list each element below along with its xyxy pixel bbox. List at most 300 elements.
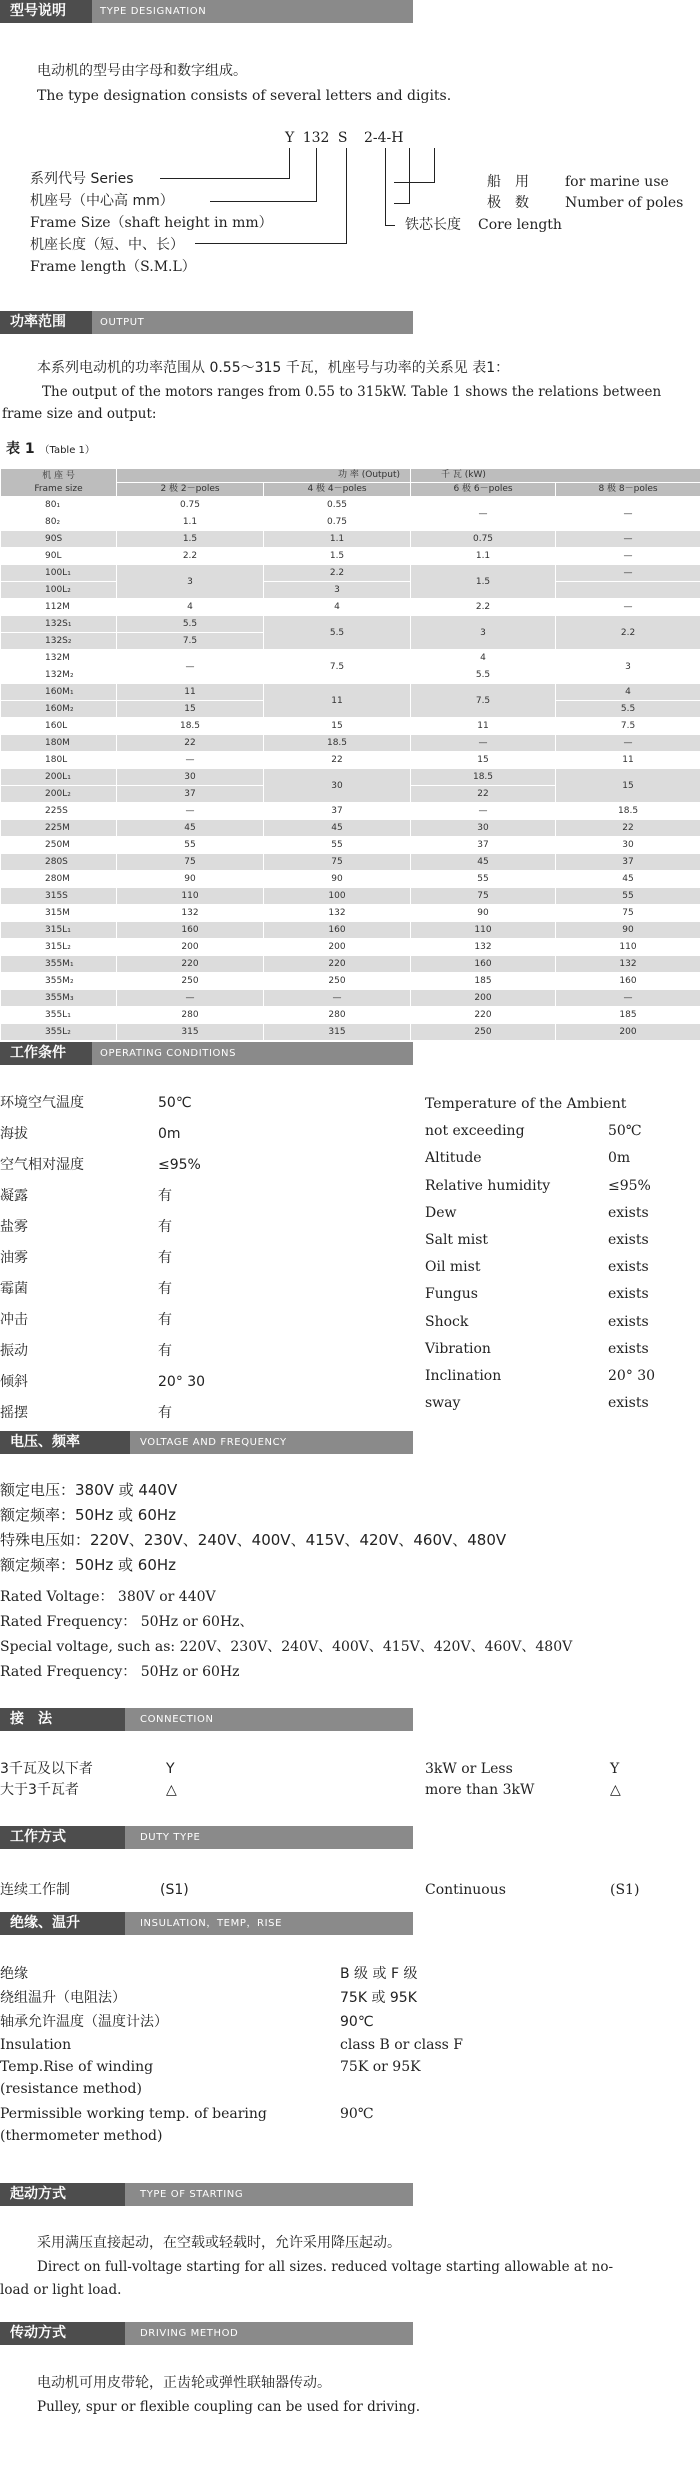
table-cell: — (117, 650, 264, 684)
operating-en-label: sway (425, 1395, 461, 1412)
starting-en-1: Direct on full-voltage starting for all sizes. reduced voltage starting allowable at no- (37, 2259, 614, 2275)
table-cell: — (556, 565, 700, 582)
intro-en: The type designation consists of several letters and digits. (37, 88, 452, 104)
insulation-en: Insulation (0, 2037, 72, 2053)
table-cell: 15 (117, 701, 264, 718)
operating-en-label: Relative humidity (425, 1177, 551, 1194)
table-cell: 7.5 (411, 684, 556, 718)
section-title-cn: 传动方式 (0, 2322, 125, 2345)
table-cell: 160 (556, 973, 700, 990)
table-cell: 30 (117, 769, 264, 786)
table-cell: 220 (411, 1007, 556, 1024)
table-cell: 3 (556, 650, 700, 684)
table-cell: 225M (1, 820, 117, 837)
label-marine-cn: 船 用 (487, 174, 529, 190)
table-cell: 110 (411, 922, 556, 939)
table-cell: 2.2 (264, 565, 411, 582)
table-cell: 355L₂ (1, 1024, 117, 1041)
table-cell: 250 (411, 1024, 556, 1041)
operating-en-value: 20° 30 (608, 1368, 656, 1384)
section-header-type-designation (0, 0, 413, 23)
voltage-line: 特殊电压如：220V、230V、240V、400V、415V、420V、460V、480V (0, 1531, 507, 1549)
operating-cn-label: 冲击 (0, 1312, 28, 1328)
table-cell: 3 (264, 582, 411, 599)
type-code (285, 129, 403, 147)
table-cell: — (556, 735, 700, 752)
table-cell: 22 (411, 786, 556, 803)
table-cell: 0.55 (264, 497, 411, 514)
section-title-en: OPERATING CONDITIONS (100, 1048, 237, 1059)
output-para-en-1: The output of the motors ranges from 0.55 to 315kW. Table 1 shows the relations between (42, 384, 662, 400)
insulation-en: Temp.Rise of winding (0, 2059, 154, 2075)
table-cell: 80₁ (1, 497, 117, 514)
table-cell: — (556, 548, 700, 565)
col-header-unit: 千 瓦 (kW) (411, 469, 700, 483)
table-cell: 37 (556, 854, 700, 871)
table-cell: 100 (264, 888, 411, 905)
insulation-en-value: 75K or 95K (340, 2059, 421, 2075)
starting-cn: 采用满压直接起动，在空载或轻载时，允许采用降压起动。 (37, 2235, 401, 2251)
table-cell: 5.5 (556, 701, 700, 718)
operating-cn-value: 有 (158, 1188, 172, 1204)
operating-cn-value: 0m (158, 1126, 181, 1142)
table-cell: 0.75 (411, 531, 556, 548)
table-cell (556, 582, 700, 599)
connection-value-cn: Y (166, 1761, 175, 1777)
table-cell: 7.5 (264, 650, 411, 684)
operating-en-label: Fungus (425, 1286, 478, 1303)
table-cell: 2.2 (117, 548, 264, 565)
table-cell: — (117, 803, 264, 820)
driving-en: Pulley, spur or flexible coupling can be used for driving. (37, 2399, 421, 2415)
operating-en-label: Vibration (425, 1340, 491, 1357)
connection-row-en: more than 3kW (425, 1782, 535, 1798)
table-title (6, 440, 95, 460)
insulation-en-value: class B or class F (340, 2037, 463, 2053)
table-cell: 315L₁ (1, 922, 117, 939)
insulation-cn: 绝缘 (0, 1966, 28, 1982)
table-cell: 132 (264, 905, 411, 922)
table-cell: 45 (264, 820, 411, 837)
table-cell: 112M (1, 599, 117, 616)
connector-line (195, 243, 347, 244)
table-cell: 90 (556, 922, 700, 939)
table-cell: 7.5 (556, 718, 700, 735)
section-title-en: DUTY TYPE (140, 1832, 201, 1843)
table-cell: 0.75 (264, 514, 411, 531)
connector-line (394, 203, 410, 204)
table-cell: 90 (411, 905, 556, 922)
code-length: S (337, 130, 348, 146)
table-cell: 18.5 (264, 735, 411, 752)
operating-cn-label: 凝露 (0, 1188, 28, 1204)
operating-en-label: Dew (425, 1204, 457, 1221)
table-cell: 22 (556, 820, 700, 837)
driving-cn: 电动机可用皮带轮，正齿轮或弹性联轴器传动。 (37, 2375, 331, 2391)
operating-cn-label: 油雾 (0, 1250, 28, 1266)
insulation-cn-value: B 级 或 F 级 (340, 1966, 418, 1982)
table-cell: 160 (264, 922, 411, 939)
table-cell: 0.75 (117, 497, 264, 514)
connection-value-en: Y (610, 1761, 620, 1777)
section-title-cn: 工作方式 (0, 1826, 125, 1849)
table-cell: 18.5 (411, 769, 556, 786)
table-cell: 160M₂ (1, 701, 117, 718)
table-cell: 185 (556, 1007, 700, 1024)
table-cell: 37 (411, 837, 556, 854)
connector-line (385, 148, 386, 225)
table-cell: 37 (264, 803, 411, 820)
table-cell: 220 (264, 956, 411, 973)
connector-line (289, 148, 290, 178)
table-cell: 1.5 (117, 531, 264, 548)
section-title-cn: 工作条件 (0, 1042, 92, 1065)
table-cell: 75 (411, 888, 556, 905)
table-cell: 200 (556, 1024, 700, 1041)
table-cell: 15 (411, 752, 556, 769)
table-cell: 355M₁ (1, 956, 117, 973)
connection-value-en: △ (610, 1782, 621, 1798)
table-cell: 100L₁ (1, 565, 117, 582)
operating-en-value: ≤95% (608, 1177, 651, 1194)
connector-line (160, 178, 290, 179)
operating-cn-value: 有 (158, 1219, 172, 1235)
table-cell: 55 (411, 871, 556, 888)
connector-line (385, 225, 395, 226)
operating-en-label: Temperature of the Ambient (425, 1096, 627, 1112)
output-para-en-2: frame size and output: (2, 406, 157, 422)
table-cell: 11 (264, 684, 411, 718)
table-cell: 4 (264, 599, 411, 616)
label-core-cn: 铁芯长度 (405, 217, 461, 233)
table-cell: 11 (117, 684, 264, 701)
operating-en-label: Inclination (425, 1368, 502, 1384)
operating-en-label: Oil mist (425, 1259, 481, 1276)
connector-line (210, 201, 317, 202)
table-cell: 4 (556, 684, 700, 701)
operating-en-value: exists (608, 1395, 649, 1412)
insulation-en: (resistance method) (0, 2081, 142, 2097)
col-header-frame-en: Frame size (34, 483, 83, 494)
table-cell: 185 (411, 973, 556, 990)
operating-cn-value: 有 (158, 1281, 172, 1297)
table-title-en: （Table 1） (39, 445, 95, 456)
duty-en-value: (S1) (610, 1882, 640, 1898)
table-cell: 100L₂ (1, 582, 117, 599)
table-cell: 110 (117, 888, 264, 905)
insulation-cn-value: 75K 或 95K (340, 1990, 417, 2006)
connector-line (409, 148, 410, 203)
table-cell: 160M₁ (1, 684, 117, 701)
operating-en-value: exists (608, 1313, 649, 1330)
label-marine-en: for marine use (565, 174, 669, 190)
connection-row-cn: 3千瓦及以下者 (0, 1761, 93, 1777)
operating-en-value: exists (608, 1232, 649, 1248)
operating-cn-label: 振动 (0, 1343, 28, 1359)
table-cell: 160 (411, 956, 556, 973)
code-poles: 4 (377, 130, 387, 146)
label-core-en: Core length (478, 217, 562, 233)
table-cell: 2.2 (411, 599, 556, 616)
voltage-line: Special voltage, such as: 220V、230V、240V、400V、415V、420V、460V、480V (0, 1639, 573, 1655)
table-cell: 200 (117, 939, 264, 956)
table-cell: 110 (556, 939, 700, 956)
table-cell: — (556, 599, 700, 616)
connector-line (346, 148, 347, 243)
table-cell: 220 (117, 956, 264, 973)
col-header-8-poles: 8 极 8－poles (556, 483, 700, 497)
table-cell: 15 (264, 718, 411, 735)
operating-en-value: exists (608, 1286, 649, 1303)
insulation-cn: 轴承允许温度（温度计法） (0, 2014, 168, 2030)
operating-en-label: Altitude (425, 1150, 482, 1167)
voltage-line: Rated Frequency： 50Hz or 60Hz (0, 1664, 240, 1680)
table-cell: 2.2 (556, 616, 700, 650)
operating-en-value: exists (608, 1204, 649, 1221)
section-title-en: CONNECTION (140, 1714, 214, 1725)
section-title-en: TYPE DESIGNATION (100, 6, 207, 17)
section-title-en: TYPE OF STARTING (140, 2189, 244, 2200)
starting-en-2: load or light load. (0, 2282, 122, 2298)
intro-cn: 电动机的型号由字母和数字组成。 (37, 63, 247, 79)
section-title-en: DRIVING METHOD (140, 2328, 239, 2339)
section-title-cn: 电压、频率 (0, 1431, 130, 1454)
connector-line (434, 148, 435, 182)
table-cell: 1.5 (264, 548, 411, 565)
table-cell: 160 (117, 922, 264, 939)
table-cell: 90L (1, 548, 117, 565)
col-header-4-poles: 4 极 4－poles (264, 483, 411, 497)
table-cell: 1.1 (411, 548, 556, 565)
table-cell: 37 (117, 786, 264, 803)
table-cell: — (411, 735, 556, 752)
table-cell: 1.1 (264, 531, 411, 548)
operating-en-value: exists (608, 1340, 649, 1357)
table-cell: 45 (556, 871, 700, 888)
table-cell: 280M (1, 871, 117, 888)
table-cell: 80₂ (1, 514, 117, 531)
operating-cn-value: 有 (158, 1343, 172, 1359)
table-cell: 30 (411, 820, 556, 837)
table-cell: 45 (411, 854, 556, 871)
table-title-cn: 表 1 (6, 441, 35, 457)
table-cell: 5.5 (117, 616, 264, 633)
connection-row-en: 3kW or Less (425, 1761, 513, 1777)
section-title-en: OUTPUT (100, 317, 145, 328)
table-cell: 55 (117, 837, 264, 854)
section-title-en: VOLTAGE AND FREQUENCY (140, 1437, 287, 1448)
operating-en-label: not exceeding (425, 1123, 525, 1140)
voltage-line: 额定频率：50Hz 或 60Hz (0, 1556, 177, 1574)
code-dash: - (386, 130, 392, 146)
label-frame-size-en: Frame Size（shaft height in mm） (30, 215, 273, 231)
col-header-frame-cn: 机 座 号 (42, 470, 75, 481)
label-series: 系列代号 Series (30, 171, 134, 187)
power-table (0, 468, 700, 1041)
table-cell: 180L (1, 752, 117, 769)
table-cell: 75 (117, 854, 264, 871)
table-cell: 200L₂ (1, 786, 117, 803)
label-frame-length-cn: 机座长度（短、中、长） (30, 237, 184, 253)
table-cell: 315 (117, 1024, 264, 1041)
voltage-line: Rated Frequency： 50Hz or 60Hz、 (0, 1614, 254, 1630)
section-header-driving (0, 2322, 413, 2345)
insulation-en: Permissible working temp. of bearing (0, 2106, 267, 2122)
table-cell: 200 (411, 990, 556, 1007)
output-para-cn: 本系列电动机的功率范围从 0.55～315 千瓦，机座号与功率的关系见 表1： (37, 360, 510, 376)
table-cell: 132S₂ (1, 633, 117, 650)
table-cell: 75 (264, 854, 411, 871)
col-header-6-poles: 6 极 6－poles (411, 483, 556, 497)
section-title-en: INSULATION，TEMP，RISE (140, 1918, 283, 1929)
section-header-insulation (0, 1912, 413, 1935)
table-cell: 90 (264, 871, 411, 888)
table-cell: 355L₁ (1, 1007, 117, 1024)
section-header-starting (0, 2183, 413, 2206)
table-cell: 18.5 (556, 803, 700, 820)
table-cell: 250 (264, 973, 411, 990)
section-header-connection (0, 1708, 413, 1731)
section-title-cn: 绝缘、温升 (0, 1912, 125, 1935)
table-cell: 55 (264, 837, 411, 854)
section-title-cn: 接 法 (0, 1708, 125, 1731)
section-header-duty (0, 1826, 413, 1849)
table-cell: 1.1 (117, 514, 264, 531)
voltage-line: Rated Voltage： 380V or 440V (0, 1589, 216, 1605)
label-frame-size-cn: 机座号（中心高 mm） (30, 193, 174, 209)
operating-cn-label: 盐雾 (0, 1219, 28, 1235)
table-cell: 4 (411, 650, 556, 667)
operating-en-value: 0m (608, 1150, 631, 1167)
label-poles-cn: 极 数 (487, 195, 529, 211)
insulation-cn-value: 90℃ (340, 2014, 374, 2030)
code-marine: H (391, 130, 404, 146)
operating-cn-label: 环境空气温度 (0, 1095, 84, 1111)
table-cell: 11 (411, 718, 556, 735)
table-cell: 132M (1, 650, 117, 667)
operating-cn-value: 有 (158, 1405, 172, 1421)
voltage-line: 额定频率：50Hz 或 60Hz (0, 1506, 177, 1524)
insulation-cn: 绕组温升（电阻法） (0, 1990, 126, 2006)
table-cell: 30 (556, 837, 700, 854)
table-cell: 22 (264, 752, 411, 769)
section-title-cn: 起动方式 (0, 2183, 125, 2206)
section-header-operating-conditions (0, 1042, 413, 1065)
operating-en-value: exists (608, 1259, 649, 1276)
table-cell: 132 (117, 905, 264, 922)
connector-line (394, 182, 435, 183)
table-cell: 315M (1, 905, 117, 922)
operating-en-value: 50℃ (608, 1123, 642, 1140)
table-cell: 315L₂ (1, 939, 117, 956)
label-poles-en: Number of poles (565, 195, 684, 211)
table-cell: 315S (1, 888, 117, 905)
code-dash: - (372, 130, 378, 146)
duty-cn-value: (S1) (160, 1882, 189, 1898)
table-cell: 22 (117, 735, 264, 752)
table-cell: — (556, 990, 700, 1007)
label-frame-length-en: Frame length（S.M.L） (30, 259, 196, 275)
connection-row-cn: 大于3千瓦者 (0, 1782, 79, 1798)
operating-en-label: Salt mist (425, 1232, 489, 1248)
section-title-cn: 功率范围 (0, 311, 92, 334)
insulation-en: (thermometer method) (0, 2128, 163, 2144)
col-header-frame (1, 469, 117, 497)
operating-cn-value: 20° 30 (158, 1374, 206, 1390)
table-cell: 355M₂ (1, 973, 117, 990)
connector-line (316, 148, 317, 201)
operating-cn-label: 空气相对湿度 (0, 1157, 84, 1173)
table-cell: 355M₃ (1, 990, 117, 1007)
table-cell: 90S (1, 531, 117, 548)
duty-en: Continuous (425, 1882, 506, 1898)
table-cell: 55 (556, 888, 700, 905)
table-cell: — (117, 752, 264, 769)
table-cell: — (264, 990, 411, 1007)
table-cell: 132 (411, 939, 556, 956)
operating-cn-label: 摇摆 (0, 1405, 28, 1421)
operating-cn-value: 有 (158, 1312, 172, 1328)
operating-cn-label: 海拔 (0, 1126, 28, 1142)
table-cell: 90 (117, 871, 264, 888)
table-cell: 5.5 (264, 616, 411, 650)
table-cell: — (117, 990, 264, 1007)
table-cell: 132S₁ (1, 616, 117, 633)
operating-cn-value: ≤95% (158, 1157, 201, 1173)
table-cell: 280 (117, 1007, 264, 1024)
table-cell: — (411, 497, 556, 531)
table-cell: — (556, 531, 700, 548)
operating-cn-label: 霉菌 (0, 1281, 28, 1297)
table-cell: 75 (556, 905, 700, 922)
section-header-voltage (0, 1431, 413, 1454)
table-cell: 200 (264, 939, 411, 956)
connection-value-cn: △ (166, 1782, 177, 1798)
table-cell: 250M (1, 837, 117, 854)
section-header-output (0, 311, 413, 334)
table-cell: 15 (556, 769, 700, 803)
col-header-2-poles: 2 极 2－poles (117, 483, 264, 497)
code-series: Y (285, 130, 295, 146)
code-core: 2 (363, 130, 373, 146)
section-title-cn: 型号说明 (0, 0, 92, 23)
operating-en-label: Shock (425, 1313, 469, 1330)
table-cell: 45 (117, 820, 264, 837)
table-cell: 132 (556, 956, 700, 973)
table-cell: 160L (1, 718, 117, 735)
table-cell: 18.5 (117, 718, 264, 735)
table-cell: 132M₂ (1, 667, 117, 684)
table-cell: — (556, 497, 700, 531)
table-cell: 3 (117, 565, 264, 599)
operating-cn-label: 倾斜 (0, 1374, 28, 1390)
table-cell: 11 (556, 752, 700, 769)
table-cell: 5.5 (411, 667, 556, 684)
code-frame: 132 (302, 130, 330, 146)
operating-cn-value: 有 (158, 1250, 172, 1266)
table-cell: 200L₁ (1, 769, 117, 786)
insulation-en-value: 90℃ (340, 2106, 374, 2122)
duty-cn: 连续工作制 (0, 1882, 70, 1898)
table-cell: 280 (264, 1007, 411, 1024)
table-cell: 225S (1, 803, 117, 820)
table-cell: 4 (117, 599, 264, 616)
table-cell: 315 (264, 1024, 411, 1041)
table-cell: 180M (1, 735, 117, 752)
table-cell: 250 (117, 973, 264, 990)
voltage-line: 额定电压：380V 或 440V (0, 1481, 178, 1499)
table-cell: 7.5 (117, 633, 264, 650)
